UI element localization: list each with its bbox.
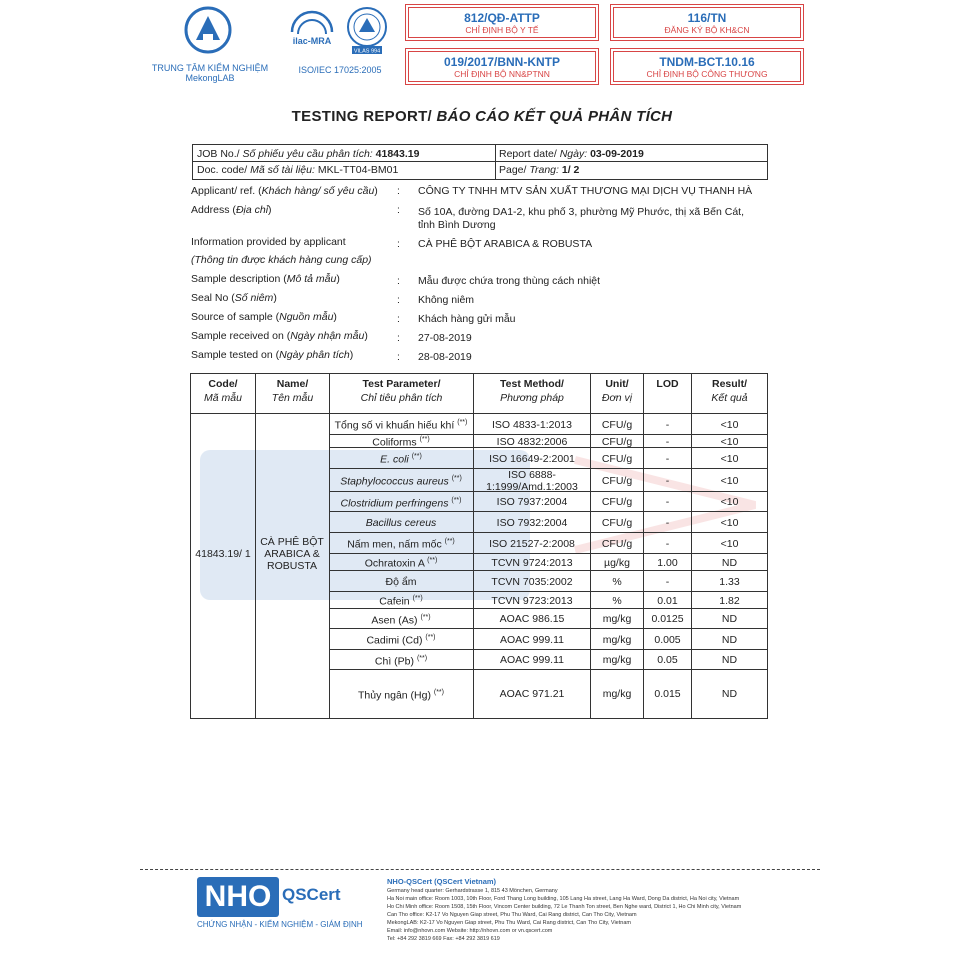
test-parameter: Độ ẩm <box>385 575 417 588</box>
accreditation-code: TNDM-BCT.10.16 <box>659 55 755 69</box>
test-lod: 0.005 <box>654 633 681 646</box>
test-method: TCVN 7035:2002 <box>491 575 573 588</box>
test-parameter: Thủy ngân (Hg) (**) <box>358 688 444 702</box>
lab-name: TRUNG TÂM KIỂM NGHIỆM <box>151 63 269 73</box>
tested-date-value: 28-08-2019 <box>418 351 472 363</box>
test-result: ND <box>721 633 738 646</box>
sample-name: CÀ PHÊ BỘT ARABICA & ROBUSTA <box>260 536 324 572</box>
test-method: ISO 21527-2:2008 <box>489 537 575 550</box>
footer-tagline: CHỨNG NHẬN - KIỂM NGHIỆM - GIÁM ĐỊNH <box>197 920 363 929</box>
report-title-en: TESTING REPORT/ <box>291 108 433 125</box>
test-lod: - <box>665 516 670 529</box>
ilac-mra-logo <box>286 10 338 52</box>
nho-logo: NHO <box>197 877 279 917</box>
test-result: <10 <box>720 418 739 431</box>
job-number-field: JOB No./ Số phiếu yêu cầu phân tích: 41843.19 <box>197 148 420 160</box>
footer-address-line: Can Tho office: K2-17 Vo Nguyen Giap street, Phu Thu Ward, Cai Rang district, Can Tho City, Vietnam <box>387 912 637 918</box>
test-lod: - <box>665 496 670 508</box>
test-lod: - <box>665 435 670 448</box>
test-unit: % <box>612 594 622 607</box>
test-unit: CFU/g <box>601 452 633 465</box>
test-lod: - <box>665 474 670 487</box>
received-date-value: 27-08-2019 <box>418 332 472 344</box>
footer-address-line: Ha Noi main office: Room 1003, 10th Floor, Ford Thang Long building, 105 Lang Ha street, Lang Ha Ward, Dong Da district, Ha Noi city, Vietnam <box>387 896 740 902</box>
test-result: <10 <box>720 435 739 448</box>
vilas-text: VILAS 994 <box>353 48 381 55</box>
page-field: Page/ Trang: 1/ 2 <box>499 164 580 176</box>
column-header: Test Method/ Phương pháp <box>500 378 564 404</box>
test-result: <10 <box>720 496 739 508</box>
report-date-field: Report date/ Ngày: 03-09-2019 <box>499 148 644 160</box>
test-method: TCVN 9723:2013 <box>491 594 573 607</box>
doc-code-field: Doc. code/ Mã số tài liệu: MKL-TT04-BM01 <box>197 164 399 176</box>
test-result: <10 <box>720 516 739 529</box>
test-lod: 0.05 <box>657 654 678 666</box>
test-method: AOAC 971.21 <box>499 688 565 700</box>
test-parameter: Bacillus cereus <box>365 516 437 529</box>
test-lod: 0.01 <box>657 594 678 607</box>
footer-contact-line: Tel: +84 292 3819 669 Fax: +84 292 3819 619 <box>387 936 500 942</box>
page-number: 1/ 2 <box>561 164 580 176</box>
test-result: ND <box>721 654 738 666</box>
accreditation-code: 019/2017/BNN-KNTP <box>443 55 561 69</box>
job-info-box <box>192 144 768 180</box>
footer-contact-line: Email: info@nhovn.com Website: http://nhovn.com or vn.qscert.com <box>387 928 553 934</box>
test-result: ND <box>721 613 738 625</box>
column-header: Result/ Kết quả <box>711 378 748 404</box>
test-lod: - <box>665 418 670 431</box>
test-method: ISO 6888-1:1999/Amd.1:2003 <box>486 468 578 493</box>
test-unit: CFU/g <box>601 474 633 487</box>
footer-company: NHO-QSCert (QSCert Vietnam) <box>387 877 497 886</box>
test-unit: CFU/g <box>601 516 633 529</box>
test-unit: CFU/g <box>601 537 633 550</box>
test-unit: µg/kg <box>604 556 630 569</box>
test-result: <10 <box>720 452 739 465</box>
test-method: ISO 16649-2:2001 <box>489 452 575 465</box>
test-method: ISO 7937:2004 <box>496 496 568 508</box>
test-parameter: Asen (As) (**) <box>371 613 431 627</box>
test-lod: - <box>665 537 670 550</box>
test-parameter: Coliforms (**) <box>372 436 430 449</box>
test-result: ND <box>721 688 738 700</box>
column-header: Test Parameter/ Chỉ tiêu phân tích <box>360 378 443 404</box>
column-header: Unit/ Đơn vị <box>601 378 633 404</box>
accreditation-box <box>408 7 596 38</box>
test-parameter: E. coli (**) <box>380 453 422 466</box>
test-parameter: Ochratoxin A (**) <box>364 557 438 570</box>
test-parameter: Chì (Pb) (**) <box>374 654 428 668</box>
test-unit: mg/kg <box>602 633 632 646</box>
column-header: Name/ Tên mẫu <box>271 378 314 404</box>
test-result: 1.82 <box>719 594 740 607</box>
test-unit: CFU/g <box>601 435 633 448</box>
info-label: Sample description (Mô tả mẫu) <box>191 273 340 285</box>
test-method: TCVN 9724:2013 <box>491 556 573 569</box>
test-result: ND <box>721 556 738 569</box>
report-date: 03-09-2019 <box>590 148 644 160</box>
address-value-line2: tỉnh Bình Dương <box>418 219 496 231</box>
info-label: Source of sample (Nguồn mẫu) <box>191 311 337 323</box>
seal-no-value: Không niêm <box>418 294 475 306</box>
test-parameter: Tổng số vi khuẩn hiếu khí (**) <box>334 419 468 432</box>
test-parameter: Staphylococcus aureus (**) <box>340 475 462 488</box>
test-parameter: Clostridium perfringens (**) <box>340 496 462 510</box>
info-label: Sample received on (Ngày nhận mẫu) <box>191 330 368 342</box>
test-parameter: Nấm men, nấm mốc (**) <box>347 538 455 551</box>
test-result: <10 <box>720 474 739 487</box>
address-value: Số 10A, đường DA1-2, khu phố 3, phường Mỹ Phước, thị xã Bến Cát, <box>418 206 744 218</box>
accreditation-code: 116/TN <box>687 11 727 25</box>
accreditation-box <box>613 51 801 82</box>
doc-code: MKL-TT04-BM01 <box>317 164 399 176</box>
info-label: Information provided by applicant <box>191 236 346 248</box>
iso-standard: ISO/IEC 17025:2005 <box>298 65 382 75</box>
results-table <box>190 373 768 719</box>
footer-address-line: Germany head quarter: Gerhardstrasse 1, 815 43 Mönchen, Germany <box>387 888 558 894</box>
test-unit: mg/kg <box>602 654 632 666</box>
vilas-logo <box>344 6 390 56</box>
report-title <box>0 108 964 125</box>
accreditation-code: 812/QĐ-ATTP <box>464 11 540 25</box>
mekonglab-logo <box>176 6 240 58</box>
test-method: AOAC 999.11 <box>499 654 564 666</box>
test-unit: CFU/g <box>601 418 633 431</box>
test-unit: mg/kg <box>602 613 632 625</box>
lab-short-name: MekongLAB <box>185 73 235 83</box>
info-label: Address (Địa chỉ) <box>191 204 272 216</box>
footer-address-line: Ho Chi Minh office: Room 1508, 15th Floor, Vincom Center building, 72 Le Thanh Ton street, Ben Nghe ward, District 1, Ho Chi Minh city, Vietnam <box>387 904 742 910</box>
footer-divider <box>140 869 820 870</box>
accreditation-box <box>613 7 801 38</box>
test-parameter: Cafein (**) <box>379 595 423 608</box>
test-unit: % <box>612 575 622 588</box>
ilac-text: ilac-MRA <box>292 36 332 46</box>
report-title-vi: BÁO CÁO KẾT QUẢ PHÂN TÍCH <box>436 108 673 125</box>
column-header: Code/ Mã mẫu <box>204 378 242 404</box>
test-method: ISO 7932:2004 <box>496 516 568 529</box>
accreditation-authority: ĐĂNG KÝ BỘ KH&CN <box>664 25 750 35</box>
test-unit: CFU/g <box>601 496 633 508</box>
accreditation-box <box>408 51 596 82</box>
sample-code: 41843.19/ 1 <box>195 548 251 560</box>
footer-address-line: MekongLAB: K2-17 Vo Nguyen Giap street, Phu Thu Ward, Cai Rang district, Can Tho City, Vietnam <box>387 920 631 926</box>
test-method: AOAC 986.15 <box>499 613 565 625</box>
test-lod: 0.0125 <box>651 613 684 625</box>
test-parameter: Cadimi (Cd) (**) <box>366 634 436 647</box>
accreditation-authority: CHỈ ĐỊNH BỘ Y TẾ <box>465 25 539 35</box>
test-lod: - <box>665 575 670 588</box>
test-lod: 0.015 <box>654 688 681 700</box>
info-label: Applicant/ ref. (Khách hàng/ số yêu cầu) <box>191 185 378 197</box>
applicant-value: CÔNG TY TNHH MTV SẢN XUẤT THƯƠNG MẠI DỊCH VỤ THANH HÀ <box>418 185 753 197</box>
product-value: CÀ PHÊ BỘT ARABICA & ROBUSTA <box>418 238 593 250</box>
qscert-logo: QSCert <box>282 885 341 904</box>
info-label: Seal No (Số niêm) <box>191 292 277 304</box>
test-method: AOAC 999.11 <box>499 633 564 646</box>
info-label-sub: (Thông tin được khách hàng cung cấp) <box>191 254 372 266</box>
info-label: Sample tested on (Ngày phân tích) <box>191 349 354 361</box>
test-lod: 1.00 <box>657 556 678 569</box>
accreditation-authority: CHỈ ĐỊNH BỘ CÔNG THƯƠNG <box>646 69 768 79</box>
column-header: LOD <box>656 378 679 390</box>
accreditation-authority: CHỈ ĐỊNH BỘ NN&PTNN <box>454 69 550 79</box>
sample-description-value: Mẫu được chứa trong thùng cách nhiệt <box>418 275 601 287</box>
test-result: 1.33 <box>719 575 740 588</box>
test-method: ISO 4832:2006 <box>496 435 568 448</box>
test-method: ISO 4833-1:2013 <box>492 418 572 431</box>
test-result: <10 <box>720 537 739 550</box>
job-number: 41843.19 <box>375 148 420 160</box>
sample-source-value: Khách hàng gửi mẫu <box>418 313 516 325</box>
test-lod: - <box>665 452 670 465</box>
test-unit: mg/kg <box>602 688 632 700</box>
